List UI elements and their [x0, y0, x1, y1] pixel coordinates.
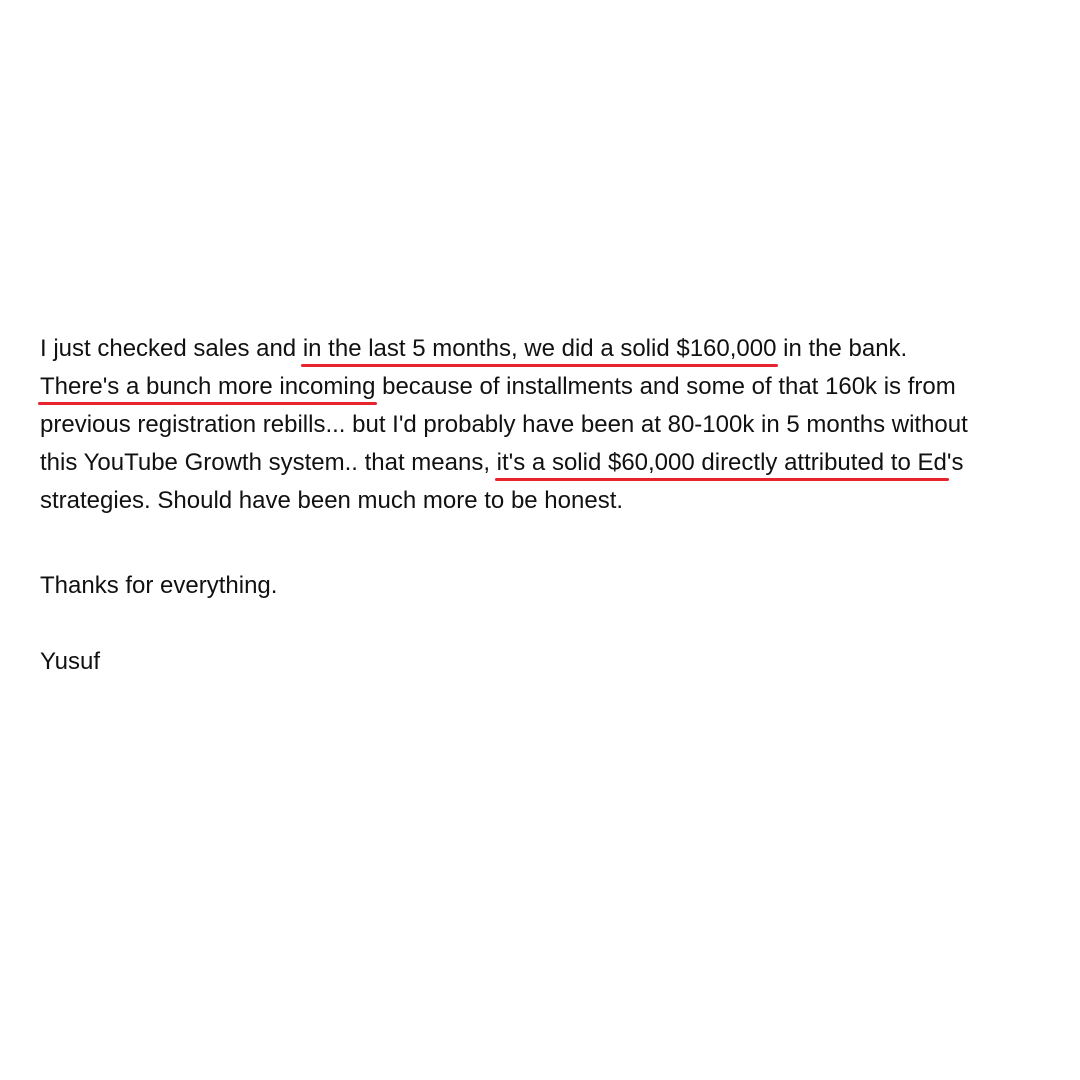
- message-line-1: [40, 330, 1050, 368]
- message-body: [40, 330, 1050, 520]
- line-2-text-end: because of installments and some of that 160k is from: [375, 373, 956, 400]
- highlighted-incoming-note: There's a bunch more incoming: [40, 368, 375, 406]
- line-3-text: previous registration rebills... but I'd probably have been at 80-100k in 5 months without: [40, 411, 968, 438]
- message-line-2: [40, 368, 1050, 406]
- highlighted-sales-claim: in the last 5 months, we did a solid $160,000: [303, 330, 777, 368]
- highlighted-attribution-claim: it's a solid $60,000 directly attributed to Ed: [497, 444, 947, 482]
- closing-line: Thanks for everything.: [40, 572, 278, 599]
- signature: Yusuf: [40, 648, 101, 675]
- message-line-5: [40, 482, 1050, 520]
- line-4-text-end: 's: [946, 449, 964, 476]
- line-1-text-start: I just checked sales and: [40, 335, 303, 362]
- message-line-4: [40, 444, 1050, 482]
- line-4-text-start: this YouTube Growth system.. that means,: [40, 449, 497, 476]
- line-1-text-end: in the bank.: [776, 335, 908, 362]
- line-5-text: strategies. Should have been much more to be honest.: [40, 487, 624, 514]
- message-line-3: [40, 406, 1050, 444]
